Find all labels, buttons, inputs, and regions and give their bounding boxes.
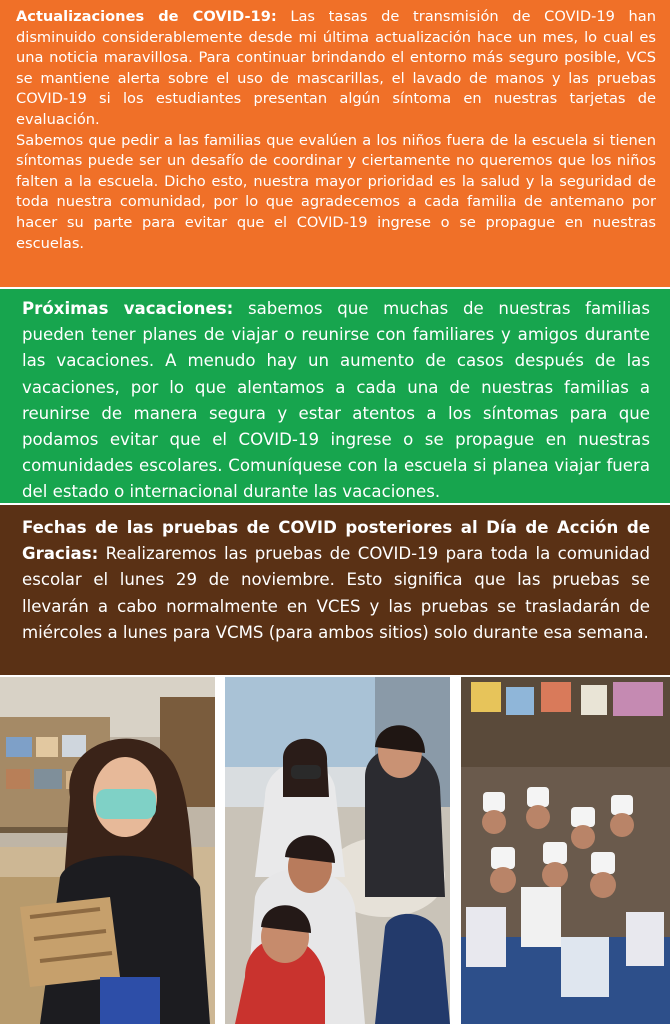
testing-dates-text: Realizaremos las pruebas de COVID-19 para toda la comunidad escolar el lunes 29 de noviembre. Esto significa que las pruebas se llevarán a cabo normalmente en VCES y las pruebas se trasladarán de miércoles a lunes para VCMS (para ambos sitios) solo durante esa semana. — [22, 544, 650, 642]
vacations-section — [0, 289, 670, 503]
testing-dates-heading: Fechas de las pruebas de COVID posteriores al Día de Acción de Gracias: — [22, 518, 650, 564]
photo-student-weaving — [0, 677, 215, 1024]
covid-update-section — [0, 0, 670, 287]
photo-students-on-floor — [225, 677, 450, 1024]
photo-class-paper-hats — [461, 677, 670, 1024]
vacations-heading: Próximas vacaciones: — [22, 299, 234, 318]
covid-update-paragraph-1 — [16, 7, 656, 131]
testing-dates-paragraph — [22, 515, 650, 646]
vacations-text: sabemos que muchas de nuestras familias pueden tener planes de viajar o reunirse con familiares y amigos durante las vacaciones. A menudo hay un aumento de casos después de las vacaciones, por lo que alentamos a cada una de nuestras familias a reunirse de manera segura y estar atentos a los síntomas para que podamos evitar que el COVID-19 ingrese o se propague en nuestras comunidades escolares. Comuníquese con la escuela si planea viajar fuera del estado o internacional durante las vacaciones. — [22, 299, 650, 502]
testing-dates-section — [0, 505, 670, 675]
covid-update-paragraph-2: Sabemos que pedir a las familias que evalúen a los niños fuera de la escuela si tienen síntomas puede ser un desafío de coordinar y ciertamente no queremos que los niños falten a la escuela. Dicho esto, nuestra mayor prioridad es la salud y la seguridad de toda nuestra comunidad, por lo que agradecemos a cada familia de antemano por hacer su parte para evitar que el COVID-19 ingrese o se propague en nuestras escuelas. — [16, 131, 656, 252]
vacations-paragraph — [22, 296, 650, 506]
covid-update-text-1: Las tasas de transmisión de COVID-19 han disminuido considerablemente desde mi última actualización hace un mes, lo cual es una noticia maravillosa. Para continuar brindando el entorno más seguro posible, VCS se mantiene alerta sobre el uso de mascarillas, el lavado de manos y las pruebas COVID-19 si los estudiantes presentan algún síntoma en nuestras tarjetas de evaluación. — [16, 8, 656, 128]
covid-update-heading: Actualizaciones de COVID-19: — [16, 8, 277, 25]
